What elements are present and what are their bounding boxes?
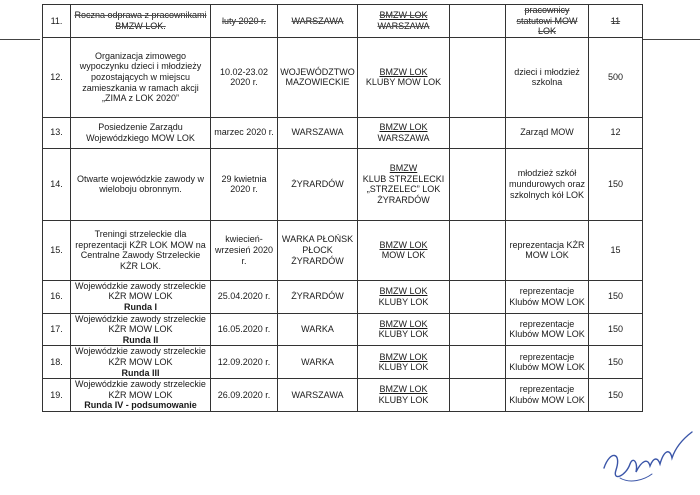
event-description: Roczna odprawa z pracownikami BMZW LOK. <box>74 10 207 31</box>
cell-organizer <box>358 37 450 117</box>
participants: Zarząd MOW <box>520 127 574 138</box>
event-round: Runda IV - podsumowanie <box>84 400 197 411</box>
cell-event <box>71 346 211 379</box>
cell-participants <box>506 117 589 148</box>
event-round: Runda II <box>122 334 159 345</box>
cell-participants <box>506 148 589 220</box>
cell-organizer <box>358 379 450 412</box>
cell-event <box>71 117 211 148</box>
organizer-primary: BMZW <box>389 163 418 174</box>
event-place: WARSZAWA <box>291 389 344 400</box>
row-number: 19. <box>50 389 63 400</box>
event-description: Posiedzenie Zarządu Wojewódzkiego MOW LOK <box>86 122 195 143</box>
row-strike-line-right <box>642 39 700 40</box>
cell-count <box>589 220 643 280</box>
event-round: Runda I <box>124 301 157 312</box>
cell-blank <box>450 148 506 220</box>
organizer-primary: BMZW LOK <box>379 10 428 21</box>
cell-number <box>43 220 71 280</box>
cell-count <box>589 379 643 412</box>
events-table <box>42 4 643 412</box>
cell-number <box>43 313 71 346</box>
cell-count <box>589 346 643 379</box>
organizer-secondary: WARSZAWA <box>377 132 430 143</box>
participant-count: 150 <box>607 324 624 335</box>
cell-participants <box>506 280 589 313</box>
event-date: kwiecień-wrzesień 2020 r. <box>214 234 274 266</box>
table-row <box>43 379 643 412</box>
cell-organizer <box>358 5 450 38</box>
event-date: marzec 2020 r. <box>214 127 274 138</box>
cell-event <box>71 280 211 313</box>
cell-event <box>71 5 211 38</box>
cell-participants <box>506 313 589 346</box>
row-strike-line-left <box>0 39 40 40</box>
cell-place <box>278 5 358 38</box>
table-row <box>43 117 643 148</box>
cell-event <box>71 220 211 280</box>
row-number: 12. <box>50 71 63 82</box>
cell-blank <box>450 117 506 148</box>
event-place: WARSZAWA <box>291 15 344 26</box>
cell-number <box>43 346 71 379</box>
event-date: 25.04.2020 r. <box>217 291 271 302</box>
participant-count: 15 <box>610 244 621 255</box>
event-date: 12.09.2020 r. <box>217 356 271 367</box>
cell-place <box>278 37 358 117</box>
participant-count: 150 <box>607 356 624 367</box>
organizer-primary: BMZW LOK <box>379 318 428 329</box>
participant-count: 150 <box>607 389 624 400</box>
table-row <box>43 5 643 38</box>
event-place: WARSZAWA <box>291 127 344 138</box>
organizer-primary: BMZW LOK <box>379 286 428 297</box>
organizer-secondary: KLUBY MOW LOK <box>365 77 442 88</box>
cell-date <box>211 346 278 379</box>
cell-date <box>211 280 278 313</box>
participant-count: 12 <box>610 127 621 138</box>
cell-blank <box>450 313 506 346</box>
event-description: Treningi strzeleckie dla reprezentacji KŻR LOK MOW na Centralne Zawody Strzeleckie KŻR LOK. <box>75 229 206 271</box>
organizer-secondary: KLUBY LOK <box>378 395 429 406</box>
table-row <box>43 346 643 379</box>
cell-event <box>71 37 211 117</box>
cell-date <box>211 379 278 412</box>
participant-count: 11 <box>610 15 621 26</box>
event-place: WOJEWÓDZTWO MAZOWIECKIE <box>280 66 355 88</box>
participants: reprezentacje Klubów MOW LOK <box>509 351 585 373</box>
participant-count: 150 <box>607 291 624 302</box>
organizer-secondary: KLUBY LOK <box>378 296 429 307</box>
row-number: 11. <box>50 15 63 26</box>
organizer-secondary: KLUB STRZELECKI „STRZELEC” LOK ŻYRARDÓW <box>362 173 445 205</box>
cell-number <box>43 117 71 148</box>
participants: reprezentacja KŻR MOW LOK <box>509 239 585 261</box>
organizer-primary: BMZW LOK <box>379 122 428 133</box>
event-round: Runda III <box>121 367 160 378</box>
participants: dzieci i młodzież szkolna <box>514 66 580 88</box>
table-row <box>43 313 643 346</box>
cell-place <box>278 117 358 148</box>
organizer-secondary: MOW LOK <box>381 250 426 261</box>
cell-participants <box>506 220 589 280</box>
cell-organizer <box>358 220 450 280</box>
cell-organizer <box>358 280 450 313</box>
row-number: 18. <box>50 356 63 367</box>
cell-date <box>211 148 278 220</box>
row-number: 15. <box>50 244 63 255</box>
cell-blank <box>450 280 506 313</box>
organizer-primary: BMZW LOK <box>379 239 428 250</box>
table-row <box>43 220 643 280</box>
cell-place <box>278 148 358 220</box>
table-row <box>43 148 643 220</box>
cell-blank <box>450 37 506 117</box>
event-description: Wojewódzkie zawody strzeleckie KŻR MOW LOK <box>75 379 206 400</box>
cell-participants <box>506 5 589 38</box>
event-place: WARKA PŁOŃSK PŁOCK ŻYRARDÓW <box>281 234 354 266</box>
cell-number <box>43 37 71 117</box>
event-date: 26.09.2020 r. <box>217 389 271 400</box>
participants: reprezentacje Klubów MOW LOK <box>509 384 585 406</box>
row-number: 17. <box>50 324 63 335</box>
cell-count <box>589 148 643 220</box>
cell-place <box>278 280 358 313</box>
cell-blank <box>450 346 506 379</box>
row-number: 14. <box>50 178 63 189</box>
cell-participants <box>506 37 589 117</box>
event-date: 10.02-23.02 2020 r. <box>219 66 269 88</box>
cell-count <box>589 117 643 148</box>
cell-date <box>211 117 278 148</box>
event-place: WARKA <box>301 324 334 335</box>
event-date: 16.05.2020 r. <box>217 324 271 335</box>
cell-event <box>71 313 211 346</box>
cell-count <box>589 37 643 117</box>
cell-place <box>278 313 358 346</box>
participants: pracownicy statutowi MOW LOK <box>516 5 578 37</box>
cell-count <box>589 280 643 313</box>
cell-blank <box>450 220 506 280</box>
event-place: ŻYRARDÓW <box>291 291 344 302</box>
row-number: 13. <box>50 127 63 138</box>
cell-number <box>43 280 71 313</box>
event-description: Wojewódzkie zawody strzeleckie KŻR MOW LOK <box>75 313 206 335</box>
organizer-secondary: KLUBY LOK <box>378 362 429 373</box>
participants: młodzież szkół mundurowych oraz szkolnych kół LOK <box>508 168 586 200</box>
organizer-primary: BMZW LOK <box>379 351 428 362</box>
cell-number <box>43 379 71 412</box>
cell-place <box>278 220 358 280</box>
cell-blank <box>450 5 506 38</box>
cell-organizer <box>358 148 450 220</box>
cell-place <box>278 346 358 379</box>
cell-place <box>278 379 358 412</box>
row-number: 16. <box>50 291 63 302</box>
participants: reprezentacje Klubów MOW LOK <box>509 286 585 307</box>
organizer-primary: BMZW LOK <box>379 384 428 395</box>
cell-organizer <box>358 117 450 148</box>
cell-organizer <box>358 346 450 379</box>
cell-event <box>71 379 211 412</box>
event-description: Wojewódzkie zawody strzeleckie KŻR MOW LOK <box>75 346 206 367</box>
event-place: WARKA <box>301 356 334 367</box>
cell-date <box>211 220 278 280</box>
event-place: ŻYRARDÓW <box>291 178 344 189</box>
cell-organizer <box>358 313 450 346</box>
cell-number <box>43 5 71 38</box>
participants: reprezentacje Klubów MOW LOK <box>509 318 585 340</box>
event-description: Otwarte wojewódzkie zawody w wieloboju obronnym. <box>76 173 205 195</box>
cell-number <box>43 148 71 220</box>
cell-date <box>211 37 278 117</box>
cell-blank <box>450 379 506 412</box>
cell-event <box>71 148 211 220</box>
event-description: Wojewódzkie zawody strzeleckie KŻR MOW LOK <box>75 280 206 302</box>
event-description: Organizacja zimowego wypoczynku dzieci i młodzieży pozostających w miejscu zamieszkania w ramach akcji „ZIMA z LOK 2020” <box>79 50 202 104</box>
event-date: luty 2020 r. <box>221 15 267 26</box>
table-row <box>43 280 643 313</box>
organizer-secondary: KLUBY LOK <box>378 329 429 340</box>
table-row <box>43 37 643 117</box>
cell-count <box>589 313 643 346</box>
organizer-secondary: WARSZAWA <box>377 20 430 31</box>
cell-date <box>211 313 278 346</box>
participant-count: 150 <box>607 178 624 189</box>
cell-count <box>589 5 643 38</box>
event-date: 29 kwietnia 2020 r. <box>221 173 267 195</box>
organizer-primary: BMZW LOK <box>379 66 428 77</box>
cell-participants <box>506 346 589 379</box>
handwritten-signature <box>600 428 696 488</box>
cell-date <box>211 5 278 38</box>
participant-count: 500 <box>607 71 624 82</box>
cell-participants <box>506 379 589 412</box>
